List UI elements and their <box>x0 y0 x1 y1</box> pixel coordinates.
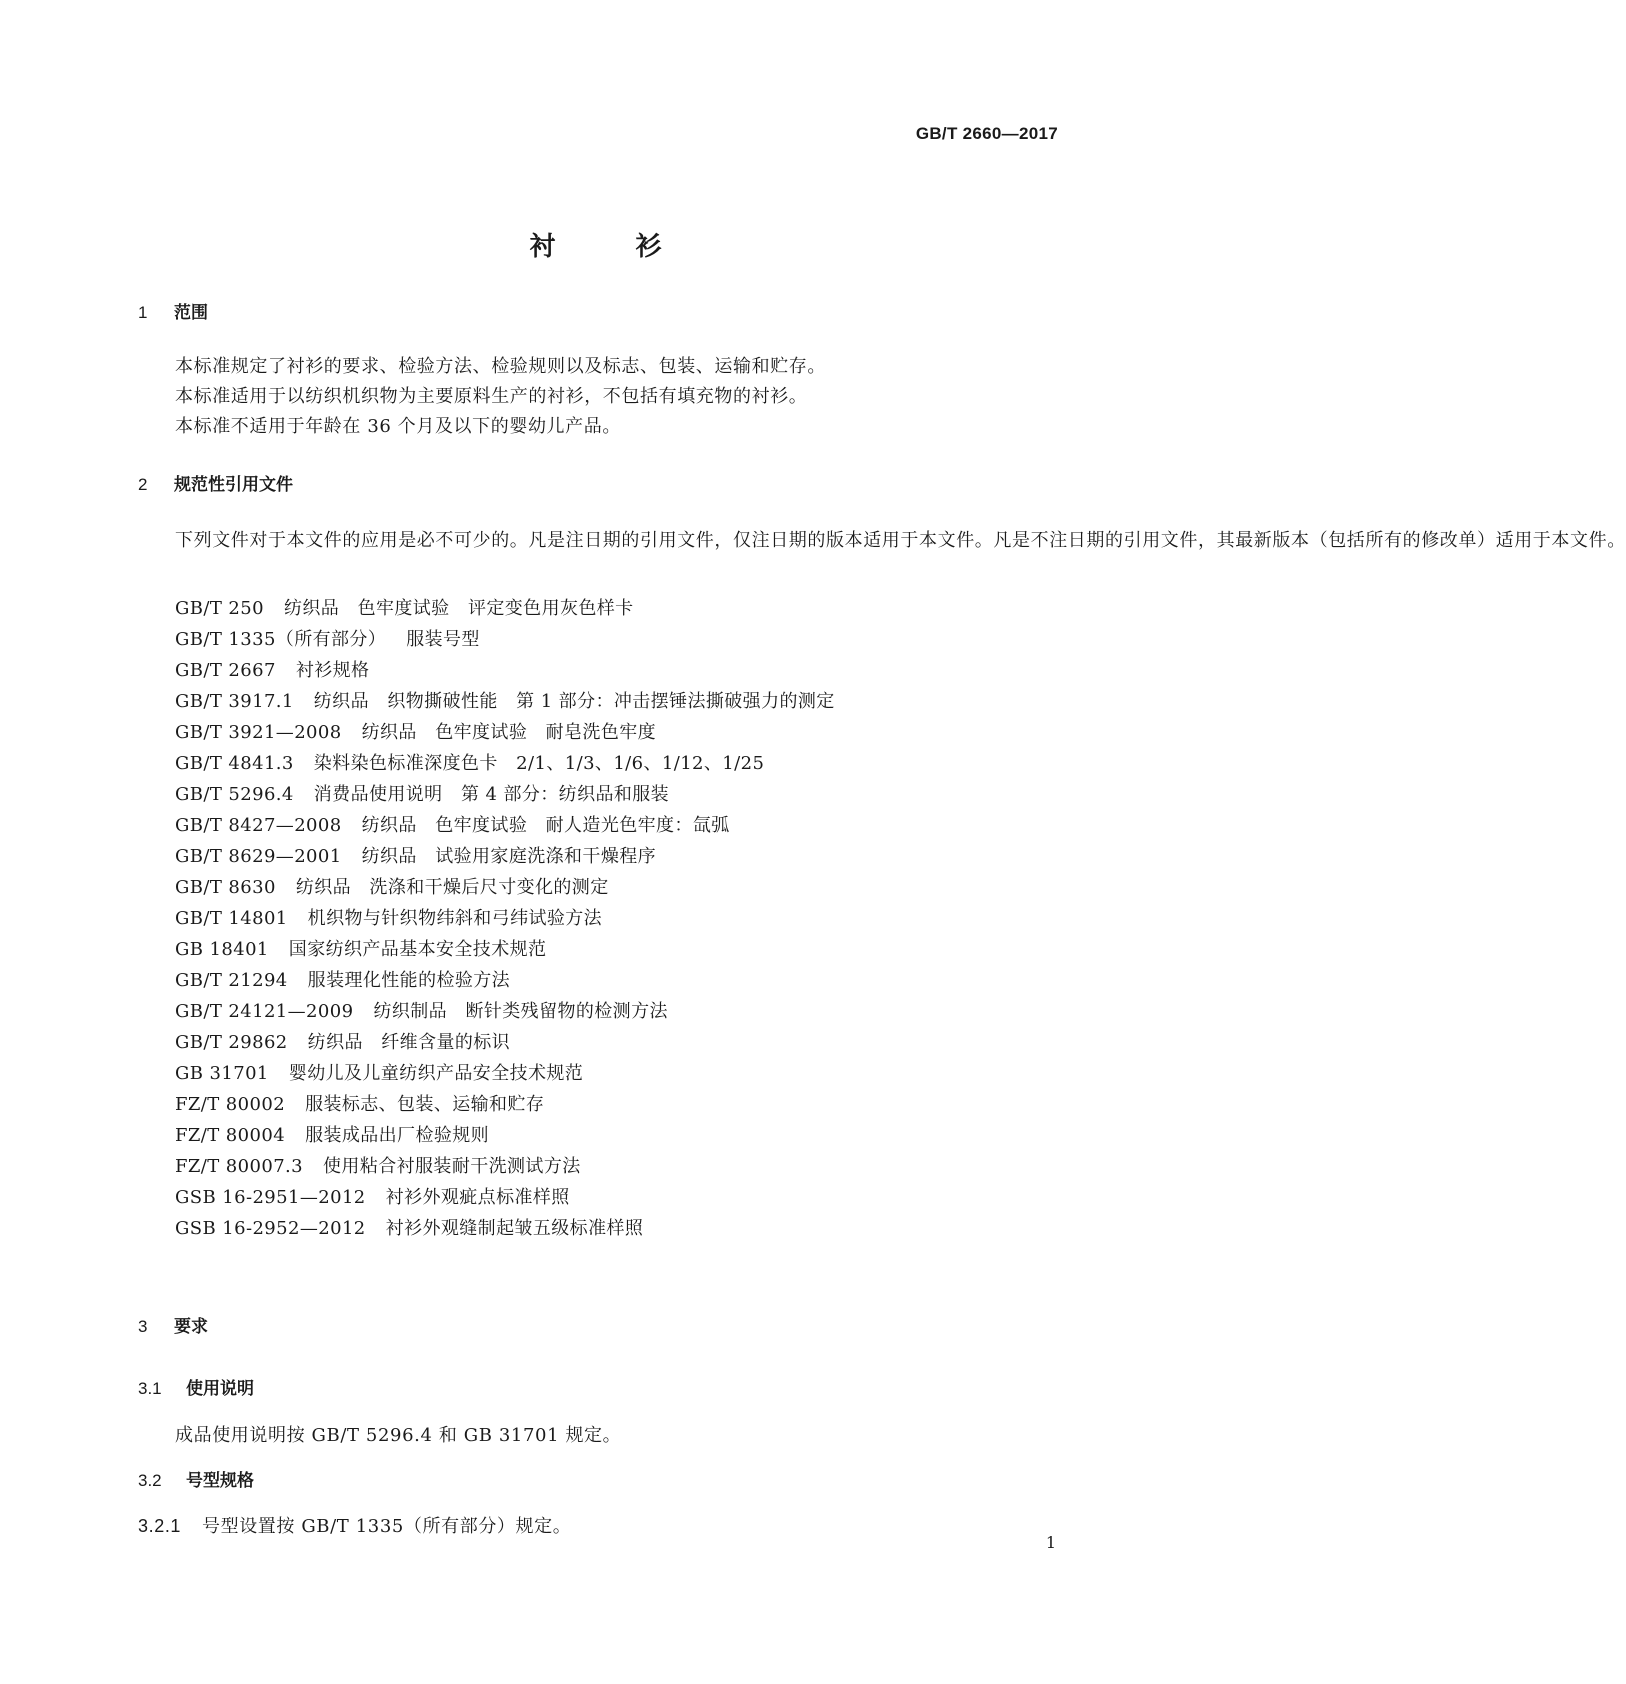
reference-code: GB/T 14801 <box>175 908 288 929</box>
section-3-heading <box>138 1312 208 1337</box>
reference-title: 纺织品 色牢度试验 耐皂洗色牢度 <box>361 722 657 743</box>
reference-item <box>175 872 835 903</box>
reference-item <box>175 1151 835 1182</box>
reference-code: GB/T 250 <box>175 598 264 619</box>
reference-code: GB/T 3917.1 <box>175 691 294 712</box>
reference-code: GB/T 8629—2001 <box>175 846 342 867</box>
reference-code: GB 18401 <box>175 939 269 960</box>
section-2-title: 规范性引用文件 <box>174 475 293 495</box>
reference-title: 纺织品 色牢度试验 评定变色用灰色样卡 <box>283 598 634 619</box>
section-2-heading <box>138 470 293 495</box>
reference-code: GB 31701 <box>175 1063 269 1084</box>
standard-code: GB/T 2660—2017 <box>915 124 1058 143</box>
reference-item <box>175 996 835 1027</box>
reference-item <box>175 779 835 810</box>
reference-code: GB/T 8427—2008 <box>175 815 342 836</box>
reference-item <box>175 1058 835 1089</box>
reference-item <box>175 748 835 779</box>
reference-title: 国家纺织产品基本安全技术规范 <box>288 939 547 960</box>
scope-paragraph-1: 本标准规定了衬衫的要求、检验方法、检验规则以及标志、包装、运输和贮存。 <box>175 356 826 377</box>
reference-title: 婴幼儿及儿童纺织产品安全技术规范 <box>288 1063 584 1084</box>
reference-title: 衬衫外观缝制起皱五级标准样照 <box>385 1218 644 1239</box>
section-3-title: 要求 <box>174 1317 208 1337</box>
section-3-2-1-text: 号型设置按 GB/T 1335（所有部分）规定。 <box>202 1516 572 1537</box>
section-3-2-number: 3.2 <box>138 1471 162 1490</box>
reference-title: 纺织品 色牢度试验 耐人造光色牢度：氙弧 <box>361 815 730 836</box>
reference-code: GB/T 2667 <box>175 660 276 681</box>
reference-code: GB/T 29862 <box>175 1032 288 1053</box>
reference-item <box>175 1182 835 1213</box>
reference-item <box>175 841 835 872</box>
reference-code: GB/T 5296.4 <box>175 784 294 805</box>
reference-item <box>175 717 835 748</box>
page-number: 1 <box>1045 1533 1056 1552</box>
section-3-2-title: 号型规格 <box>186 1471 254 1491</box>
reference-item <box>175 655 835 686</box>
reference-title: 衬衫规格 <box>295 660 370 681</box>
reference-code: FZ/T 80007.3 <box>175 1156 304 1177</box>
reference-title: 纺织品 试验用家庭洗涤和干燥程序 <box>361 846 657 867</box>
scope-paragraph-2: 本标准适用于以纺织机织物为主要原料生产的衬衫，不包括有填充物的衬衫。 <box>175 386 808 407</box>
section-3-1-number: 3.1 <box>138 1379 162 1398</box>
reference-item <box>175 624 835 655</box>
reference-item <box>175 810 835 841</box>
reference-title: 染料染色标准深度色卡 2/1、1/3、1/6、1/12、1/25 <box>313 753 765 774</box>
reference-item <box>175 965 835 996</box>
reference-item <box>175 1120 835 1151</box>
reference-title: 服装成品出厂检验规则 <box>305 1125 490 1146</box>
reference-title: 纺织品 纤维含量的标识 <box>307 1032 511 1053</box>
reference-item <box>175 903 835 934</box>
section-3-2-1-number: 3.2.1 <box>138 1516 182 1536</box>
reference-list <box>175 593 835 1244</box>
reference-title: 机织物与针织物纬斜和弓纬试验方法 <box>307 908 603 929</box>
reference-title: 衬衫外观疵点标准样照 <box>385 1187 570 1208</box>
section-3-2-heading <box>138 1466 254 1491</box>
reference-title: 消费品使用说明 第 4 部分：纺织品和服装 <box>313 784 670 805</box>
reference-code: FZ/T 80004 <box>175 1125 286 1146</box>
reference-item <box>175 686 835 717</box>
reference-code: GB/T 1335（所有部分） <box>175 629 387 650</box>
reference-item <box>175 934 835 965</box>
references-intro-text: 下列文件对于本文件的应用是必不可少的。凡是注日期的引用文件，仅注日期的版本适用于本文件。凡是不注日期的引用文件，其最新版本（包括所有的修改单）适用于本文件。 <box>175 530 1626 551</box>
section-2-number: 2 <box>138 475 148 494</box>
reference-code: FZ/T 80002 <box>175 1094 286 1115</box>
usage-instructions-text: 成品使用说明按 GB/T 5296.4 和 GB 31701 规定。 <box>175 1425 622 1446</box>
section-1-title: 范围 <box>174 303 208 323</box>
reference-item <box>175 593 835 624</box>
reference-code: GB/T 4841.3 <box>175 753 294 774</box>
reference-title: 纺织品 织物撕破性能 第 1 部分：冲击摆锤法撕破强力的测定 <box>313 691 835 712</box>
reference-code: GB/T 24121—2009 <box>175 1001 354 1022</box>
reference-code: GSB 16-2951—2012 <box>175 1187 366 1208</box>
reference-code: GB/T 21294 <box>175 970 288 991</box>
reference-title: 服装号型 <box>406 629 480 650</box>
section-3-2-1-clause <box>138 1512 571 1538</box>
reference-item <box>175 1089 835 1120</box>
reference-title: 使用粘合衬服装耐干洗测试方法 <box>323 1156 581 1177</box>
section-3-number: 3 <box>138 1317 148 1336</box>
reference-title: 纺织品 洗涤和干燥后尺寸变化的测定 <box>295 877 609 898</box>
reference-code: GB/T 3921—2008 <box>175 722 342 743</box>
reference-item <box>175 1213 835 1244</box>
reference-item <box>175 1027 835 1058</box>
references-intro <box>138 525 1626 556</box>
scope-paragraph-3: 本标准不适用于年龄在 36 个月及以下的婴幼儿产品。 <box>175 416 621 437</box>
document-title: 衬衫 <box>529 232 742 262</box>
section-1-heading <box>138 298 208 323</box>
reference-title: 服装理化性能的检验方法 <box>307 970 511 991</box>
reference-title: 服装标志、包装、运输和贮存 <box>305 1094 545 1115</box>
reference-code: GSB 16-2952—2012 <box>175 1218 366 1239</box>
reference-title: 纺织制品 断针类残留物的检测方法 <box>373 1001 668 1022</box>
section-3-1-heading <box>138 1374 254 1399</box>
section-3-1-title: 使用说明 <box>186 1379 254 1399</box>
section-1-number: 1 <box>138 303 148 322</box>
reference-code: GB/T 8630 <box>175 877 276 898</box>
